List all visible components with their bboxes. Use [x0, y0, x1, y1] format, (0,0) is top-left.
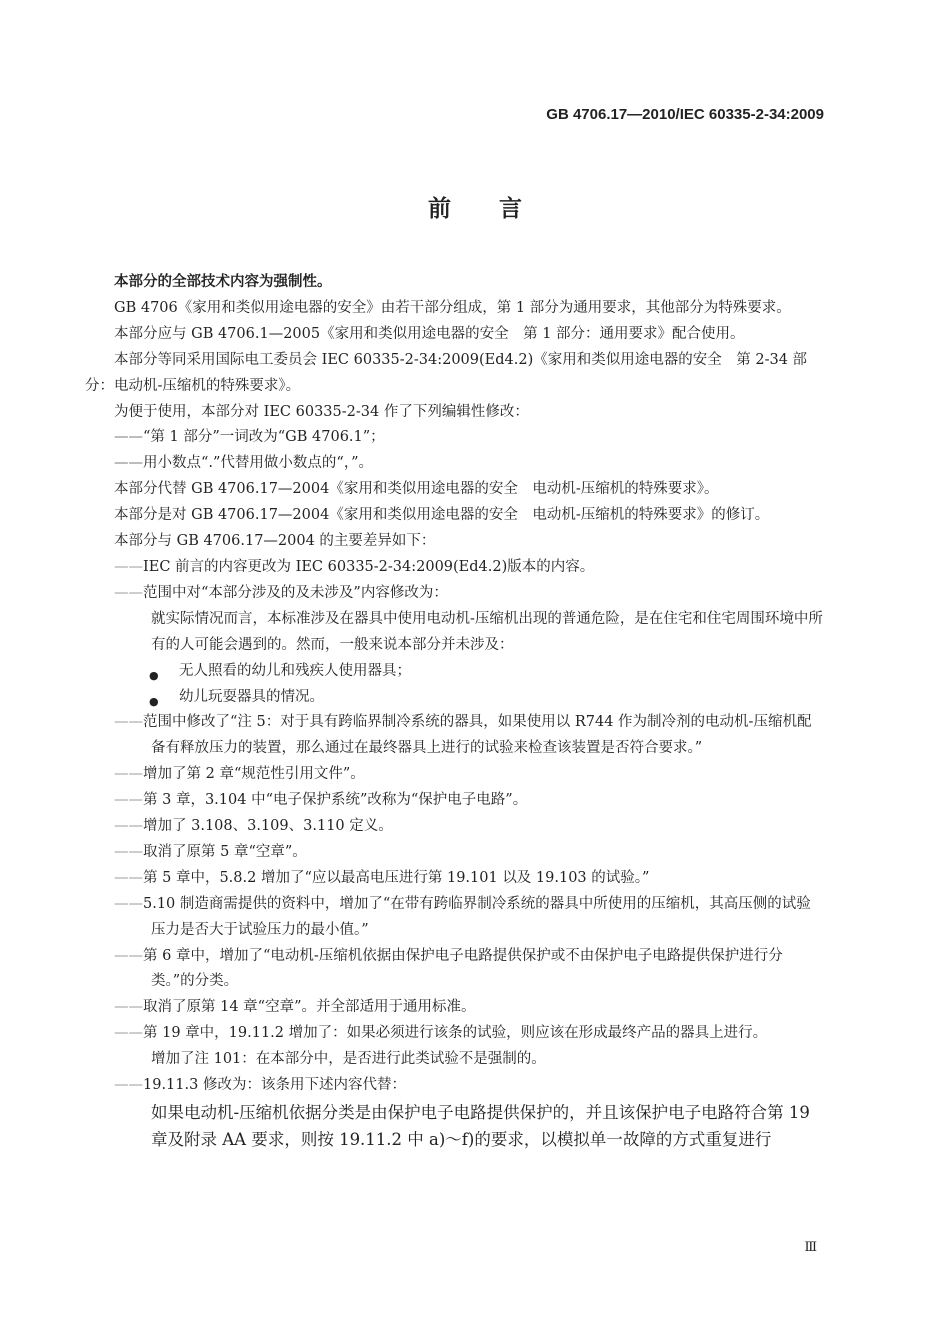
list-item-text: 取消了原第 14 章“空章”。并全部适用于通用标准。 [143, 999, 476, 1016]
list-item [85, 944, 825, 996]
bullet-item [85, 685, 825, 711]
dash-mark: —— [114, 818, 143, 835]
bullet-text: 无人照看的幼儿和残疾人使用器具； [179, 662, 411, 679]
list-item-text: 用小数点“.”代替用做小数点的“，”。 [143, 455, 374, 472]
list-item [85, 581, 825, 607]
list-item [85, 788, 825, 814]
list-item-text: 19.11.3 修改为：该条用下述内容代替： [143, 1077, 406, 1094]
dash-mark: —— [114, 843, 143, 860]
bullet-item [85, 659, 825, 685]
list-item [85, 814, 825, 840]
dash-mark: —— [114, 584, 143, 601]
paragraph: 本部分与 GB 4706.17—2004 的主要差异如下： [114, 533, 436, 550]
dash-mark: —— [114, 766, 143, 783]
paragraph: 就实际情况而言，本标准涉及在器具中使用电动机-压缩机出现的普通危险，是在住宅和住宅周围环境中所有的人可能会遇到的。然而，一般来说本部分并未涉及： [151, 610, 823, 653]
page-number: Ⅲ [804, 1240, 817, 1255]
list-item-text: 取消了原第 5 章“空章”。 [143, 843, 307, 860]
list-item [85, 840, 825, 866]
paragraph: 增加了注 101：在本部分中，是否进行此类试验不是强制的。 [151, 1051, 546, 1068]
list-item [85, 1073, 825, 1099]
paragraph: GB 4706《家用和类似用途电器的安全》由若干部分组成，第 1 部分为通用要求，其他部分为特殊要求。 [114, 299, 791, 316]
dash-mark: —— [114, 558, 143, 575]
list-item [85, 555, 825, 581]
dash-mark: —— [114, 895, 143, 912]
list-item-text: 第 5 章中，5.8.2 增加了“应以最高电压进行第 19.101 以及 19.103 的试验。” [143, 869, 650, 886]
list-item-text: “第 1 部分”一词改为“GB 4706.1”； [143, 429, 385, 446]
dash-mark: —— [114, 1025, 143, 1042]
dash-mark: —— [114, 792, 143, 809]
paragraph: 本部分是对 GB 4706.17—2004《家用和类似用途电器的安全 电动机-压缩机的特殊要求》的修订。 [114, 507, 770, 524]
paragraph: 如果电动机-压缩机依据分类是由保护电子电路提供保护的，并且该保护电子电路符合第 19 章及附录 AA 要求，则按 19.11.2 中 a)～f)的要求，以模拟单一故障的方式重复进行 [151, 1103, 810, 1149]
list-item-text: IEC 前言的内容更改为 IEC 60335-2-34:2009(Ed4.2)版本的内容。 [143, 558, 595, 575]
paragraph: 为便于使用，本部分对 IEC 60335-2-34 作了下列编辑性修改： [114, 403, 529, 420]
list-item-text: 范围中对“本部分涉及的及未涉及”内容修改为： [143, 584, 448, 601]
standard-number-header: GB 4706.17—2010/IEC 60335-2-34:2009 [546, 106, 824, 123]
list-item [85, 995, 825, 1021]
paragraph: 本部分代替 GB 4706.17—2004《家用和类似用途电器的安全 电动机-压缩机的特殊要求》。 [114, 481, 719, 498]
list-item [85, 866, 825, 892]
list-item-text: 增加了第 2 章“规范性引用文件”。 [143, 766, 365, 783]
dash-mark: —— [114, 869, 143, 886]
list-item [85, 762, 825, 788]
list-item-text: 范围中修改了“注 5：对于具有跨临界制冷系统的器具，如果使用以 R744 作为制冷剂的电动机-压缩机配备有释放压力的装置，那么通过在最终器具上进行的试验来检查该装置是否符合要求。” [143, 714, 812, 757]
list-item-text: 第 19 章中，19.11.2 增加了：如果必须进行该条的试验，则应该在形成最终产品的器具上进行。 [143, 1025, 768, 1042]
dash-mark: —— [114, 999, 143, 1016]
list-item [85, 425, 825, 451]
list-item-text: 增加了 3.108、3.109、3.110 定义。 [143, 818, 393, 835]
list-item [85, 1021, 825, 1047]
dash-mark: —— [114, 1077, 143, 1094]
dash-mark: —— [114, 429, 143, 446]
dash-mark: —— [114, 714, 143, 731]
dash-mark: —— [114, 947, 143, 964]
page-title: 前言 [428, 196, 570, 222]
list-item-text: 5.10 制造商需提供的资料中，增加了“在带有跨临界制冷系统的器具中所使用的压缩机，其高压侧的试验压力是否大于试验压力的最小值。” [143, 895, 811, 938]
foreword-body [85, 270, 825, 1153]
paragraph: 本部分的全部技术内容为强制性。 [114, 274, 332, 290]
paragraph: 本部分应与 GB 4706.1—2005《家用和类似用途电器的安全 第 1 部分：通用要求》配合使用。 [114, 325, 745, 342]
list-item [85, 710, 825, 762]
dash-mark: —— [114, 455, 143, 472]
list-item-text: 第 3 章，3.104 中“电子保护系统”改称为“保护电子电路”。 [143, 792, 528, 809]
paragraph: 本部分等同采用国际电工委员会 IEC 60335-2-34:2009(Ed4.2)《家用和类似用途电器的安全 第 2-34 部分：电动机-压缩机的特殊要求》。 [85, 351, 808, 394]
list-item [85, 892, 825, 944]
list-item-text: 第 6 章中，增加了“电动机-压缩机依据由保护电子电路提供保护或不由保护电子电路提供保护进行分类。”的分类。 [143, 947, 783, 990]
bullet-text: 幼儿玩耍器具的情况。 [179, 688, 324, 705]
list-item [85, 451, 825, 477]
